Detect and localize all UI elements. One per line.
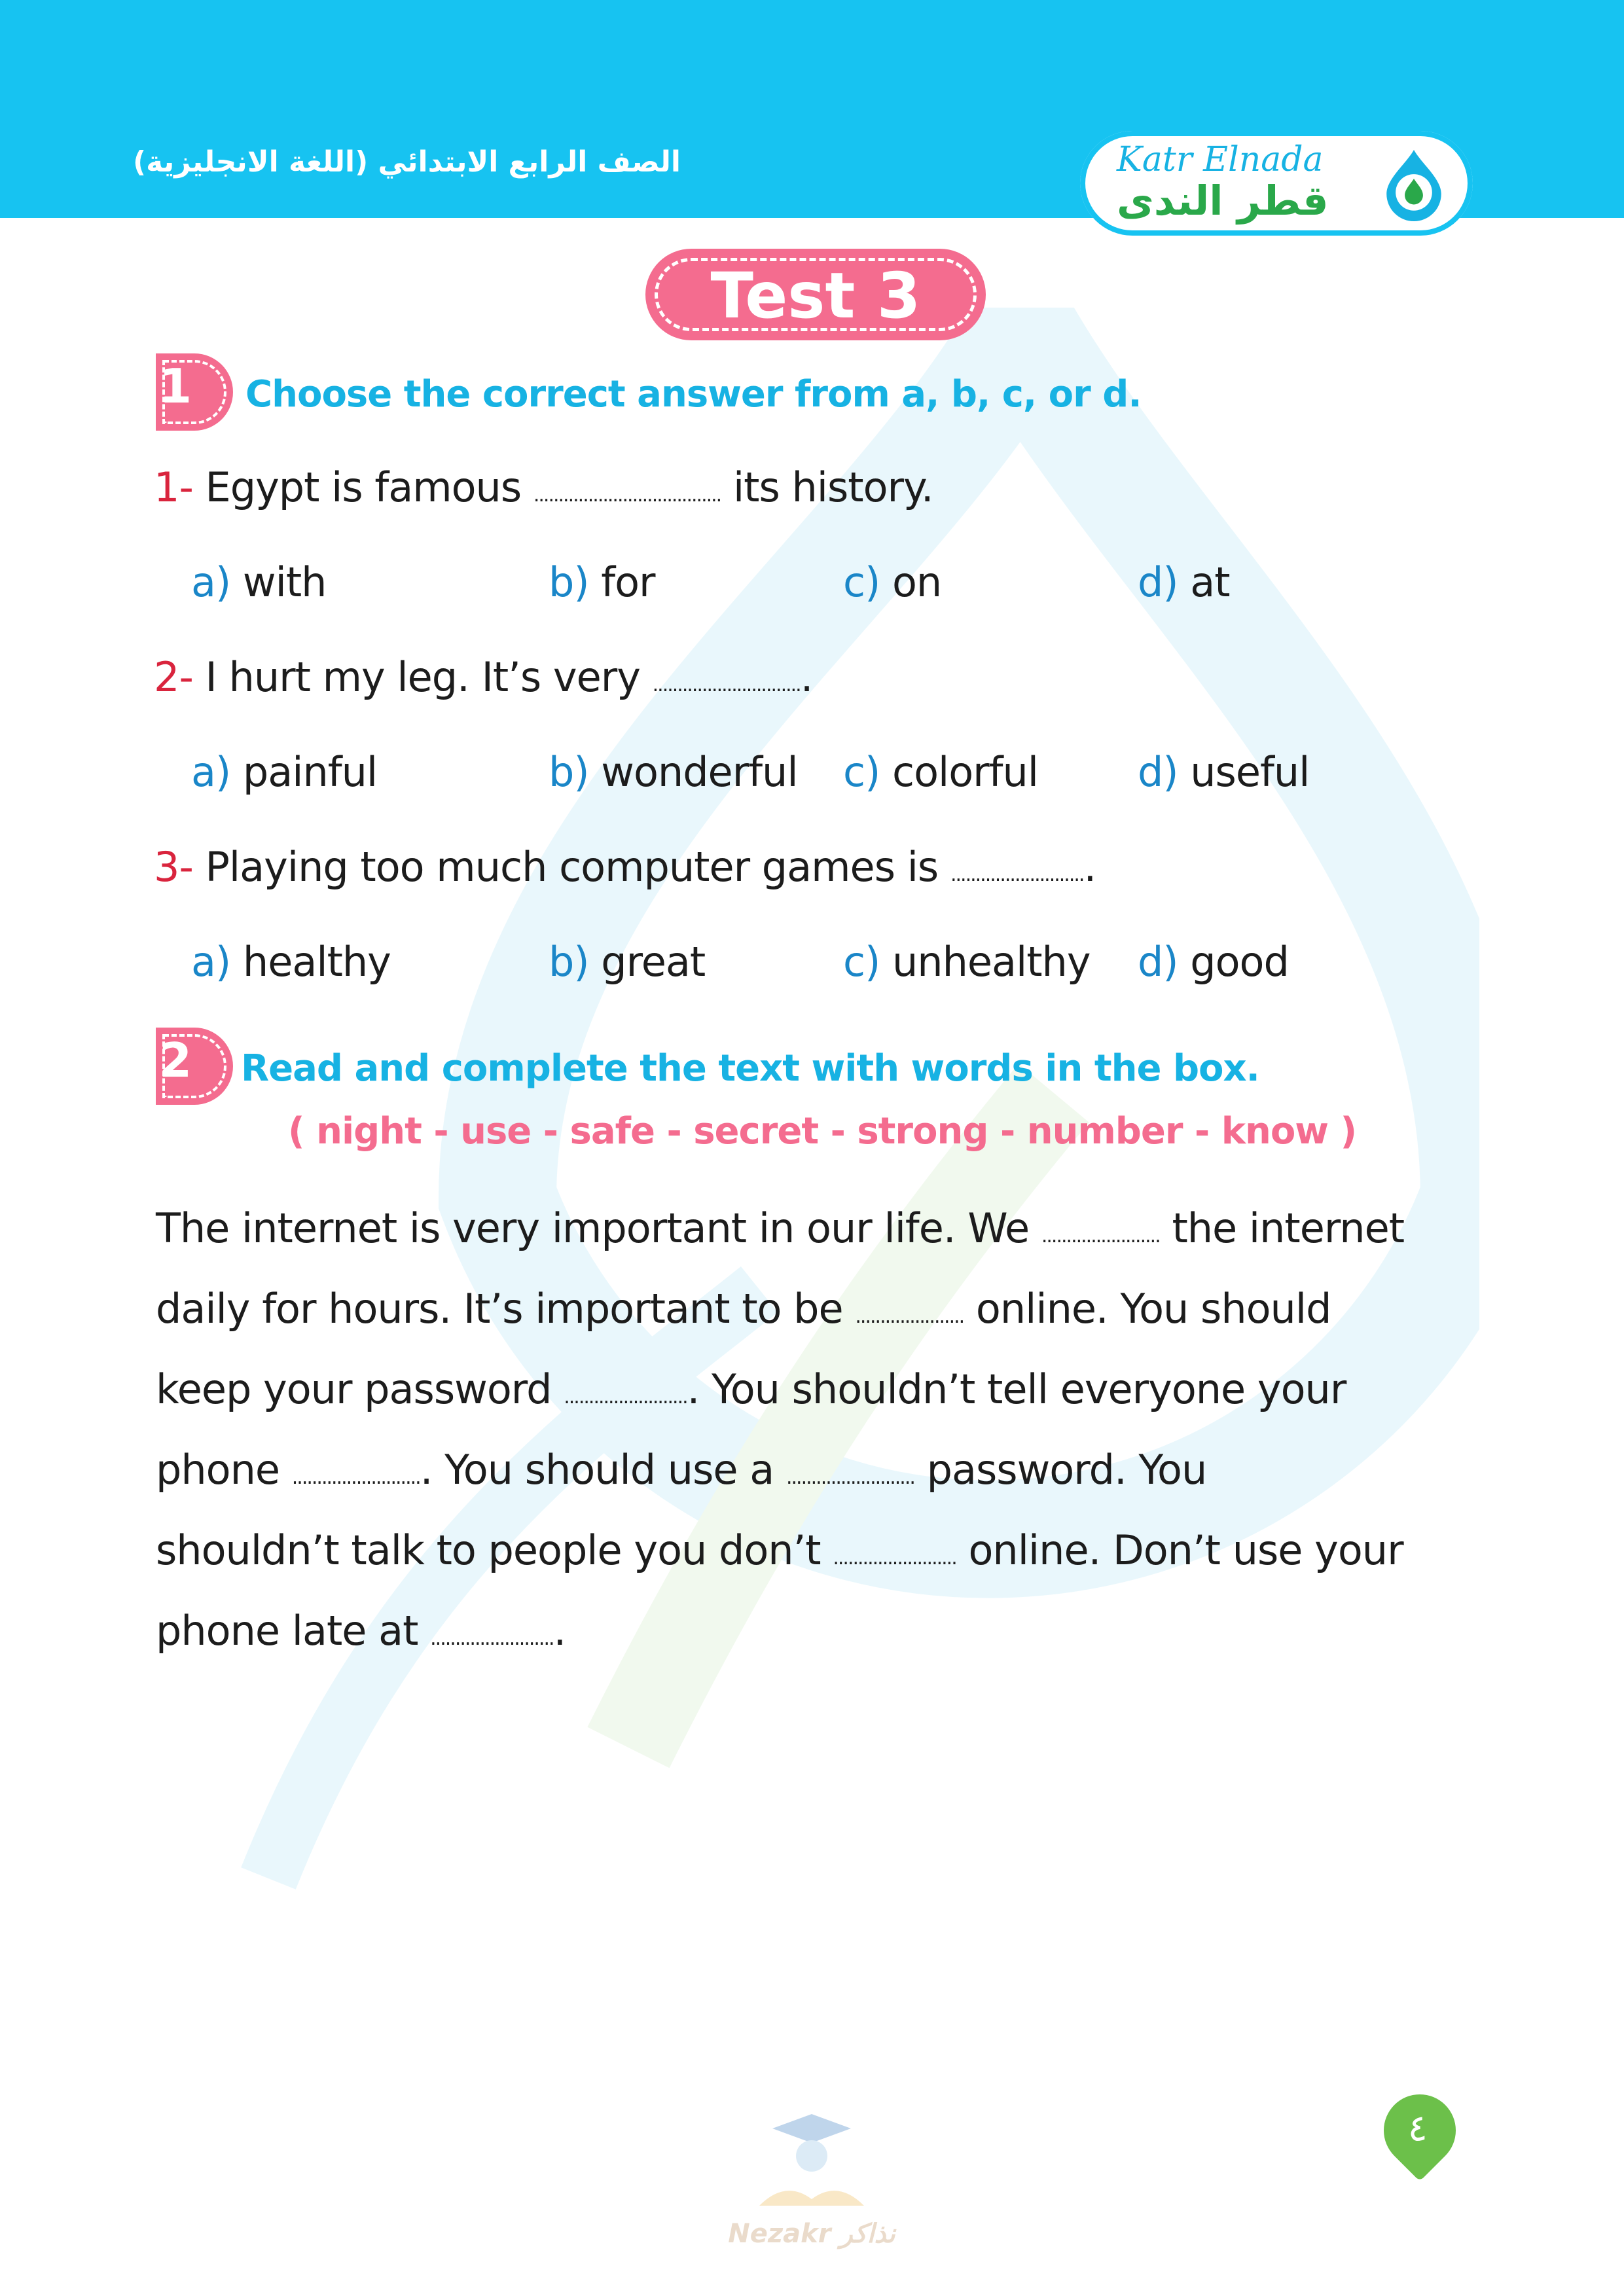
option-a[interactable] (191, 938, 391, 986)
brand-logo (1080, 131, 1473, 236)
question-text-before: Egypt is famous (205, 463, 522, 511)
passage-text: shouldn’t talk to people you don’t (156, 1526, 821, 1574)
question-text-before: I hurt my leg. It’s very (205, 653, 640, 701)
section-2-number: 2 (158, 1033, 192, 1088)
section-1-heading: Choose the correct answer from a, b, c, or d. (245, 373, 1142, 416)
option-d[interactable] (1138, 558, 1230, 606)
answer-blank[interactable]: .............................. (652, 673, 801, 696)
passage-text: keep your password (156, 1365, 552, 1413)
option-letter: c) (843, 748, 880, 796)
question-text-after: . (1083, 843, 1096, 891)
option-letter: c) (843, 558, 880, 606)
option-text: painful (242, 748, 378, 796)
question-number: 2- (154, 653, 193, 701)
option-a[interactable] (191, 558, 326, 606)
option-text: at (1190, 558, 1230, 606)
option-text: for (601, 558, 655, 606)
option-d[interactable] (1138, 938, 1289, 986)
option-d[interactable] (1138, 748, 1309, 796)
question-number: 1- (154, 463, 193, 511)
passage-line (156, 1446, 1206, 1494)
option-letter: a) (191, 938, 231, 986)
section-2-badge (156, 1028, 233, 1105)
logo-latin-text: Katr Elnada (1117, 140, 1324, 179)
option-b[interactable] (549, 558, 655, 606)
question-text-after: its history. (732, 463, 933, 511)
option-letter: a) (191, 558, 231, 606)
option-letter: b) (549, 938, 589, 986)
answer-blank[interactable]: ......................... (564, 1386, 687, 1408)
option-c[interactable] (843, 748, 1038, 796)
watermark-drop-icon (170, 308, 1479, 2009)
option-text: useful (1190, 748, 1310, 796)
passage-line (156, 1204, 1404, 1252)
word-box: ( night - use - safe - secret - strong - number - know ) (288, 1110, 1357, 1153)
answer-blank[interactable]: ...................................... (533, 484, 721, 507)
option-letter: d) (1138, 748, 1178, 796)
page-number-badge (1369, 2079, 1471, 2181)
question-text-after: . (800, 653, 813, 701)
footer-logo (720, 2108, 903, 2258)
passage-line (156, 1526, 1403, 1574)
option-letter: b) (549, 748, 589, 796)
option-letter: c) (843, 938, 880, 986)
passage-text: online. You should (975, 1285, 1331, 1333)
answer-blank[interactable]: ...................... (855, 1305, 964, 1328)
answer-blank[interactable]: ........................... (950, 863, 1084, 886)
logo-arabic-text: قطر الندى (1117, 177, 1329, 224)
passage-text: . You shouldn’t tell everyone your (687, 1365, 1346, 1413)
answer-blank[interactable]: .......................... (785, 1466, 914, 1489)
option-b[interactable] (549, 938, 705, 986)
passage-text: . (553, 1607, 566, 1655)
section-1-number: 1 (158, 359, 192, 414)
passage-line (156, 1285, 1331, 1333)
passage-text: password. You (926, 1446, 1207, 1494)
option-text: on (892, 558, 942, 606)
option-c[interactable] (843, 558, 941, 606)
passage-text: phone (156, 1446, 280, 1494)
section-2-heading: Read and complete the text with words in the box. (241, 1047, 1259, 1090)
test-title-pill (645, 249, 986, 340)
passage-line (156, 1607, 566, 1655)
passage-text: . You should use a (420, 1446, 774, 1494)
passage-text: phone late at (156, 1607, 418, 1655)
page-number: ٤ (1407, 2107, 1428, 2150)
option-text: unhealthy (892, 938, 1091, 986)
question-3 (154, 843, 1096, 891)
question-number: 3- (154, 843, 193, 891)
option-text: great (601, 938, 706, 986)
question-1 (154, 463, 933, 511)
option-letter: d) (1138, 558, 1178, 606)
answer-blank[interactable]: ........................ (1041, 1225, 1160, 1247)
grade-subject-title: الصف الرابع الابتدائي (اللغة الانجليزية) (132, 145, 681, 179)
water-drop-icon (1376, 145, 1452, 221)
graduate-book-icon (720, 2108, 903, 2219)
option-text: healthy (242, 938, 391, 986)
section-1-badge (156, 353, 233, 431)
option-text: colorful (892, 748, 1039, 796)
option-c[interactable] (843, 938, 1091, 986)
header-band (0, 0, 1624, 224)
passage-text: The internet is very important in our life. We (156, 1204, 1030, 1252)
option-a[interactable] (191, 748, 377, 796)
passage-line (156, 1365, 1346, 1413)
option-letter: b) (549, 558, 589, 606)
option-text: wonderful (601, 748, 798, 796)
option-text: good (1190, 938, 1289, 986)
option-text: with (242, 558, 327, 606)
passage-text: daily for hours. It’s important to be (156, 1285, 843, 1333)
option-letter: d) (1138, 938, 1178, 986)
answer-blank[interactable]: .......................... (291, 1466, 420, 1489)
footer-logo-text: Nezakr نذاكر (728, 2219, 895, 2249)
answer-blank[interactable]: ......................... (833, 1547, 956, 1570)
passage-text: the internet (1172, 1204, 1405, 1252)
passage-text: online. Don’t use your (968, 1526, 1403, 1574)
question-2 (154, 653, 812, 701)
option-letter: a) (191, 748, 231, 796)
test-title: Test 3 (710, 259, 921, 332)
option-b[interactable] (549, 748, 798, 796)
question-text-before: Playing too much computer games is (205, 843, 939, 891)
answer-blank[interactable]: ......................... (430, 1627, 554, 1650)
